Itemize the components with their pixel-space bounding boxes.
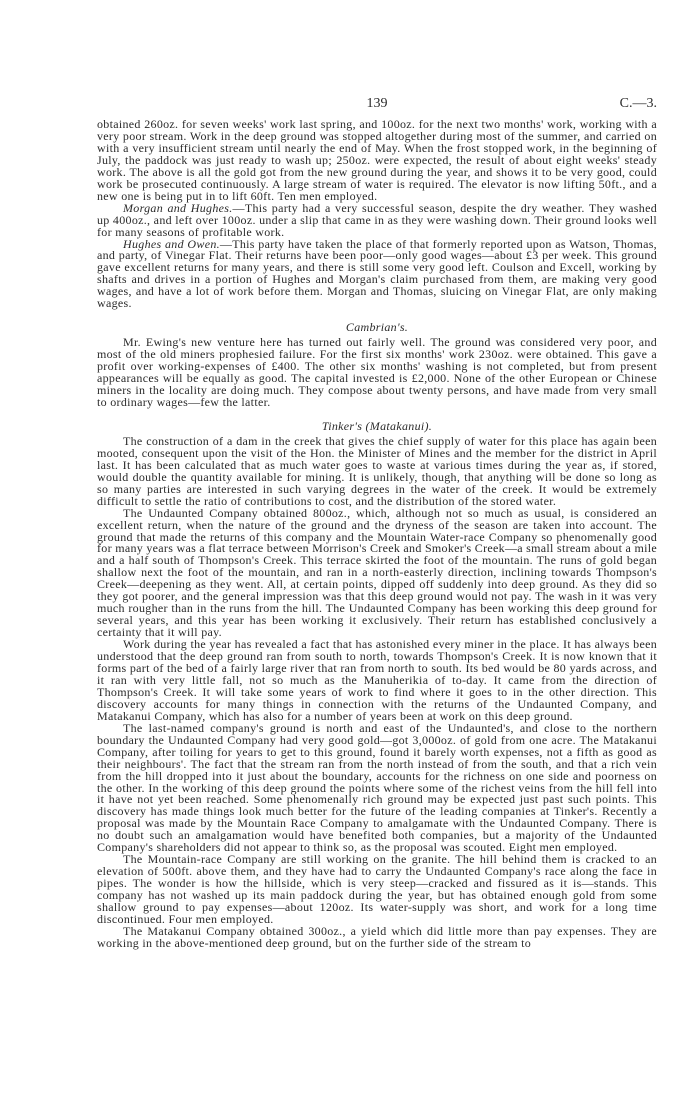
section-heading-tinkers: Tinker's (Matakanui).: [321, 418, 433, 433]
paragraph: Work during the year has revealed a fact that has astonished every miner in the place. It has always been understood that the deep ground ran from south to north, towards Thompson's Creek. It is now known that it forms part of the bed of a fairly large river that ran from north to south. Its bed would be 80 yards across, and it ran with very little fall, not so much as the Manuherikia of to-day. It came from the direction of Thompson's Creek. It will take some years of work to find where it goes to in the other direction. This discovery accounts for many things in connection with the returns of the Undaunted Company, and Matakanui Company, which has also for a number of years been at work on this deep ground.: [97, 637, 657, 723]
paragraph: [97, 200, 657, 239]
paragraph-text: obtained 260oz. for seven weeks' work last spring, and 100oz. for the next two months' work, working with a very poor stream. Work in the deep ground was stopped altogether during most of the summer, and carried on with a very insufficient stream until nearly the end of May. When the frost stopped work, in the beginning of July, the paddock was just ready to wash up; 250oz. were expected, the result of about eight weeks' steady work. The above is all the gold got from the new ground during the year, and shows it to be very good, could work be prosecuted continuously. A large stream of water is required. The elevator is now lifting 50ft., and a new one is being put in to lift 60ft. Ten men employed.: [97, 117, 657, 203]
section-heading-cambrians: Cambrian's.: [345, 320, 409, 335]
paragraph: The construction of a dam in the creek that gives the chief supply of water for this place has again been mooted, consequent upon the visit of the Hon. the Minister of Mines and the member for the district in April last. It has been calculated that as much water goes to waste at various times during the year as, if stored, would double the quantity available for mining. It is unlikely, though, that anything will be done so long as so many parties are interested in such varying degrees in the water of the creek. It would be extremely difficult to settle the ratio of contributions to cost, and the distribution of the stored water.: [97, 433, 657, 508]
paragraph: [97, 119, 657, 203]
paragraph-lead: Hughes and Owen.: [123, 236, 220, 251]
paragraph-text: —This party have taken the place of that formerly reported upon as Watson, Thomas, and party, of Vinegar Flat. Their returns have been poor—only good wages—about £3 per week. This ground gave excellent returns for many years, and there is still some very good left. Coulson and Excell, working by shafts and drives in a portion of Hughes and Morgan's claim purchased from them, are making very good wages, and have a lot of work before them. Morgan and Thomas, sluicing on Vinegar Flat, are only making wages.: [97, 236, 657, 311]
paragraph: The Matakanui Company obtained 300oz., a yield which did little more than pay expenses. They are working in the above-mentioned deep ground, but on the further side of the stream to: [97, 923, 657, 950]
paragraph: The last-named company's ground is north and east of the Undaunted's, and close to the northern boundary the Undaunted Company had very good gold—got 3,000oz. of gold from one acre. The Matakanui Company, after toiling for years to get to this ground, found it barely worth expenses, not a fifth as good as their neighbours'. The fact that the stream ran from the north instead of from the south, and that a rich vein from the hill dropped into it just about the boundary, accounts for the richness on one side and poorness on the other. In the working of this deep ground the points where some of the richest veins from the hill fell into it have not yet been reached. Some phenomenally rich ground may be expected just past such points. This discovery has made things look much better for the future of the leading companies at Tinker's. Recently a proposal was made by the Mountain Race Company to amalgamate with the Undaunted Company. There is no doubt such an amalgamation would have benefited both companies, but a majority of the Undaunted Company's shareholders did not appear to think so, as the proposal was scouted. Eight men employed.: [97, 720, 657, 855]
paragraph-lead: Morgan and Hughes.: [123, 200, 233, 215]
page-header: [97, 96, 657, 112]
paragraph: Mr. Ewing's new venture here has turned out fairly well. The ground was considered very poor, and most of the old miners prophesied failure. For the first six months' work 230oz. were obtained. This gave a profit over working-expenses of £400. The other six months' washing is not completed, but from present appearances will be equally as good. The capital invested is £2,000. None of the other European or Chinese miners in the locality are doing much. They compose about twenty persons, and have made from very small to ordinary wages—few the latter.: [97, 335, 657, 409]
paragraph: [97, 236, 657, 311]
paragraph: The Undaunted Company obtained 800oz., which, although not so much as usual, is considered an excellent return, when the nature of the ground and the dryness of the season are taken into account. The ground that made the returns of this company and the Mountain Water-race Company so phenomenally good for many years was a flat terrace between Morrison's Creek and Smoker's Creek—a small stream about a mile and a half south of Thompson's Creek. This terrace skirted the foot of the mountain. The runs of gold began shallow next the foot of the mountain, and ran in a north-easterly direction, inclining towards Thompson's Creek—deepening as they went. All, at certain points, dipped off suddenly into deep ground. As they did so they got poorer, and the general impression was that this deep ground would not pay. The wash in it was very much rougher than in the runs from the hill. The Undaunted Company has been working this deep ground for several years, and this year has been working it exclusively. Their return has established conclusively a certainty that it will pay.: [97, 505, 657, 640]
page-number: 139: [366, 96, 388, 111]
page-body: [97, 119, 657, 950]
paragraph-text: —This party had a very successful season, despite the dry weather. They washed up 400oz., and left over 100oz. under a slip that came in as they were washing down. Their ground looks well for many seasons of profitable work.: [97, 200, 657, 239]
paragraph: The Mountain-race Company are still working on the granite. The hill behind them is cracked to an elevation of 500ft. above them, and they have had to carry the Undaunted Company's race along the face in pipes. The wonder is how the hillside, which is very steep—cracked and fissured as it is—stands. This company has not washed up its main paddock during the year, but has obtained enough gold from some shallow ground to pay expenses—about 120oz. Its water-supply was short, and work for a long time discontinued. Four men employed.: [97, 852, 657, 926]
document-reference: C.—3.: [619, 96, 657, 111]
